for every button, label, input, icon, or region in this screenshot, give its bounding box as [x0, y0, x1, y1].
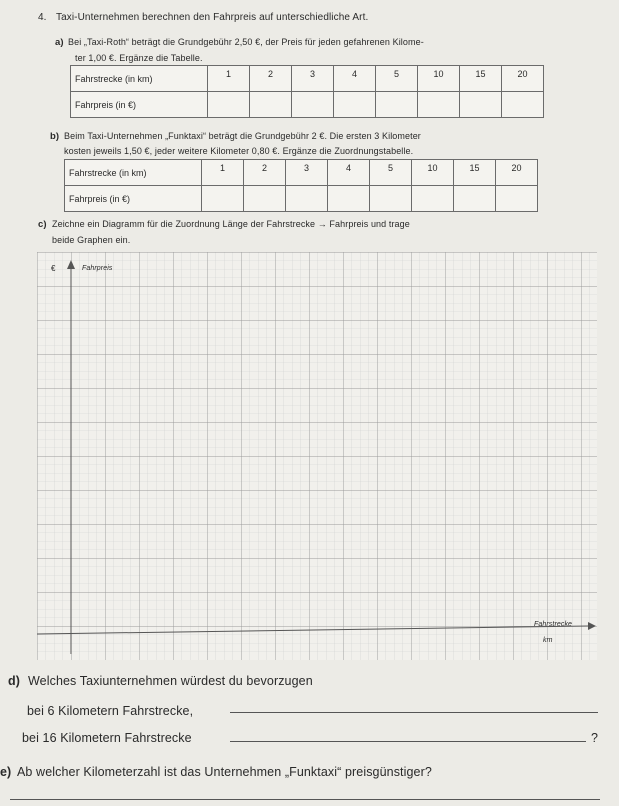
cell-distance: 2 [250, 66, 292, 92]
cell-distance: 10 [418, 66, 460, 92]
part-e-question: Ab welcher Kilometerzahl ist das Unternehmen „Funktaxi“ preisgünstiger? [17, 765, 432, 779]
x-axis-unit: km [543, 637, 553, 644]
part-b-text-line2: kosten jeweils 1,50 €, jeder weitere Kilometer 0,80 €. Ergänze die Zuordnungstabelle. [64, 146, 414, 156]
part-c-label: c) [38, 219, 47, 230]
row-label-distance: Fahrstrecke (in km) [65, 160, 202, 186]
cell-price-input[interactable] [370, 186, 412, 212]
cell-price-input[interactable] [328, 186, 370, 212]
cell-distance: 1 [208, 66, 250, 92]
cell-price-input[interactable] [454, 186, 496, 212]
table-row [71, 92, 544, 118]
cell-distance: 2 [244, 160, 286, 186]
cell-price-input[interactable] [502, 92, 544, 118]
graph-grid[interactable] [37, 252, 597, 660]
row-label-distance: Fahrstrecke (in km) [71, 66, 208, 92]
grid-lines [37, 252, 597, 660]
cell-distance: 15 [454, 160, 496, 186]
y-axis-title: Fahrpreis [82, 265, 113, 272]
answer-line-6km[interactable] [230, 712, 598, 713]
part-d-line2-end: ? [591, 731, 599, 745]
answer-line-16km[interactable] [230, 741, 586, 742]
part-a-text-line1: Bei „Taxi-Roth“ beträgt die Grundgebühr 2,50 €, der Preis für jeden gefahrenen Kilome- [68, 37, 424, 47]
cell-distance: 1 [202, 160, 244, 186]
cell-distance: 15 [460, 66, 502, 92]
table-row [65, 186, 538, 212]
part-d-line2: bei 16 Kilometern Fahrstrecke [22, 731, 192, 745]
cell-price-input[interactable] [334, 92, 376, 118]
cell-price-input[interactable] [202, 186, 244, 212]
cell-price-input[interactable] [286, 186, 328, 212]
cell-price-input[interactable] [250, 92, 292, 118]
table-taxi-roth [70, 65, 544, 118]
part-c-text-line2: beide Graphen ein. [52, 235, 131, 245]
cell-price-input[interactable] [412, 186, 454, 212]
graph-paper[interactable] [37, 252, 597, 660]
cell-price-input[interactable] [418, 92, 460, 118]
answer-line-e[interactable] [10, 799, 600, 800]
task-number: 4. [38, 12, 47, 23]
cell-distance: 4 [328, 160, 370, 186]
cell-price-input[interactable] [376, 92, 418, 118]
table-row [71, 66, 544, 92]
cell-distance: 20 [502, 66, 544, 92]
table-row [65, 160, 538, 186]
cell-price-input[interactable] [244, 186, 286, 212]
y-axis-unit: € [51, 264, 56, 273]
cell-distance: 4 [334, 66, 376, 92]
row-label-price: Fahrpreis (in €) [65, 186, 202, 212]
cell-price-input[interactable] [460, 92, 502, 118]
cell-distance: 5 [370, 160, 412, 186]
cell-price-input[interactable] [496, 186, 538, 212]
part-d-question: Welches Taxiunternehmen würdest du bevorzugen [28, 674, 313, 688]
task-intro: Taxi-Unternehmen berechnen den Fahrpreis auf unterschiedliche Art. [56, 12, 369, 23]
cell-distance: 5 [376, 66, 418, 92]
part-c-text-line1: Zeichne ein Diagramm für die Zuordnung Länge der Fahrstrecke → Fahrpreis und trage [52, 219, 410, 229]
cell-price-input[interactable] [208, 92, 250, 118]
cell-distance: 20 [496, 160, 538, 186]
part-a-text-line2: ter 1,00 €. Ergänze die Tabelle. [75, 53, 203, 63]
part-d-label: d) [8, 674, 20, 688]
cell-distance: 3 [286, 160, 328, 186]
row-label-price: Fahrpreis (in €) [71, 92, 208, 118]
x-axis-title: Fahrstrecke [534, 621, 573, 628]
part-d-line1: bei 6 Kilometern Fahrstrecke, [27, 704, 194, 718]
table-funktaxi [64, 159, 538, 212]
cell-distance: 3 [292, 66, 334, 92]
part-e-label: e) [0, 765, 12, 779]
cell-distance: 10 [412, 160, 454, 186]
cell-price-input[interactable] [292, 92, 334, 118]
part-b-text-line1: Beim Taxi-Unternehmen „Funktaxi“ beträgt die Grundgebühr 2 €. Die ersten 3 Kilometer [64, 131, 421, 141]
part-a-label: a) [55, 37, 64, 48]
part-b-label: b) [50, 131, 60, 142]
